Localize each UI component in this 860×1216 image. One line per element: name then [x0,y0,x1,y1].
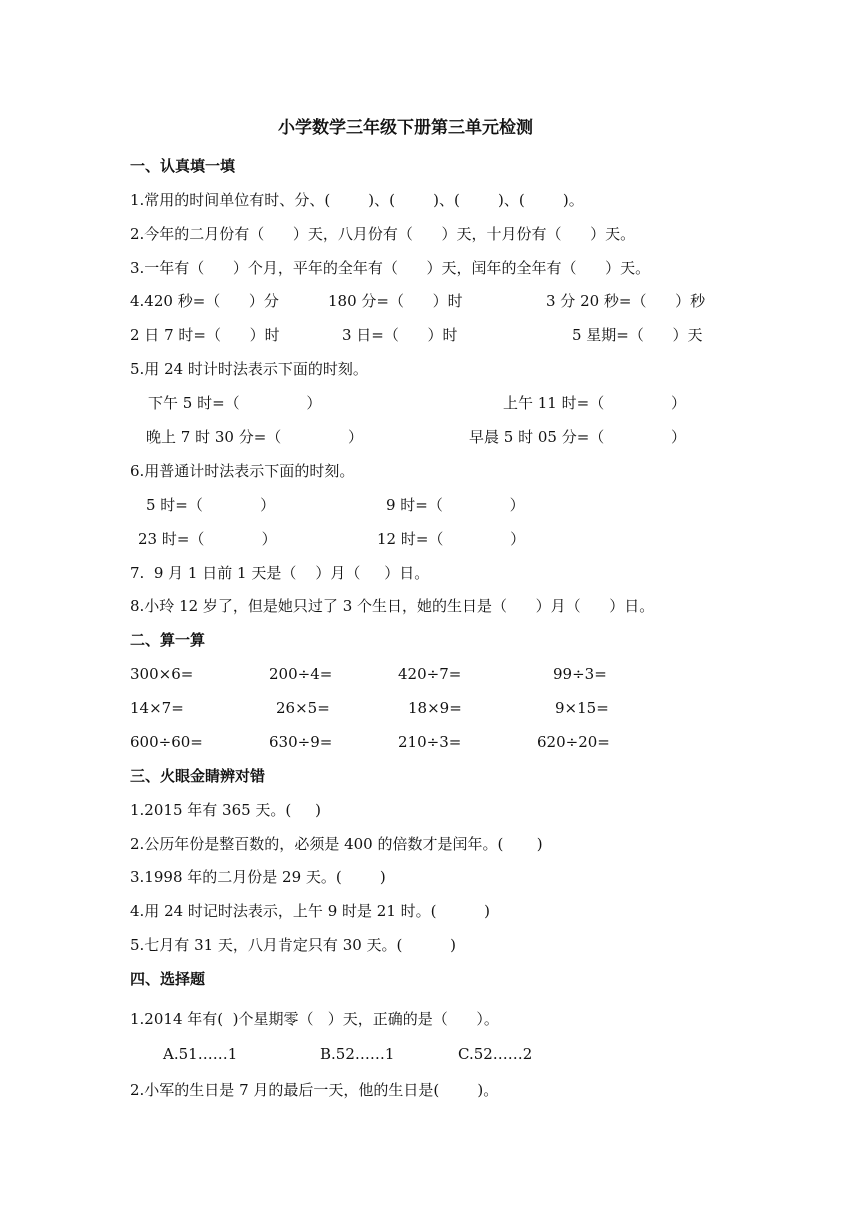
question-1-5-a: 下午 5 时=（ ） [148,394,322,412]
question-1-5-c: 晚上 7 时 30 分=（ ） [146,428,364,446]
question-1-4-d: 2 日 7 时=（ ）时 [130,326,280,344]
question-1-5-d: 早晨 5 时 05 分=（ ） [469,428,687,446]
question-1-4-c: 3 分 20 秒=（ ）秒 [546,292,706,310]
question-1-4-f: 5 星期=（ ）天 [572,326,703,344]
question-1-6-d: 12 时=（ ） [377,530,526,548]
true-false-item: 4.用 24 时记时法表示，上午 9 时是 21 时。( ) [130,902,491,920]
question-1-4-a: 4.420 秒=（ ）分 [130,292,279,310]
true-false-item: 1.2015 年有 365 天。( ) [130,801,321,819]
choice-option-a: A.51……1 [163,1045,238,1063]
section-heading-true-false: 三、火眼金睛辨对错 [130,767,266,785]
question-1-8: 8.小玲 12 岁了，但是她只过了 3 个生日，她的生日是（ ）月（ ）日。 [130,597,655,615]
question-1-5-stem: 5.用 24 时计时法表示下面的时刻。 [130,360,368,378]
question-1-3: 3.一年有（ ）个月，平年的全年有（ ）天，闰年的全年有（ ）天。 [130,259,651,277]
question-1-6-stem: 6.用普通计时法表示下面的时刻。 [130,462,355,480]
question-1-6-c: 23 时=（ ） [138,530,277,548]
calc-item: 26×5= [276,699,330,717]
true-false-item: 3.1998 年的二月份是 29 天。( ) [130,868,386,886]
section-heading-calculate: 二、算一算 [130,631,206,649]
calc-item: 99÷3= [553,665,607,683]
calc-item: 600÷60= [130,733,203,751]
choice-question-2: 2.小军的生日是 7 月的最后一天，他的生日是( )。 [130,1081,499,1099]
section-heading-fill-blanks: 一、认真填一填 [130,157,236,175]
calc-item: 420÷7= [398,665,462,683]
question-1-4-b: 180 分=（ ）时 [328,292,463,310]
question-1-6-b: 9 时=（ ） [386,496,525,514]
calc-item: 14×7= [130,699,184,717]
question-1-2: 2.今年的二月份有（ ）天，八月份有（ ）天，十月份有（ ）天。 [130,225,636,243]
choice-option-b: B.52……1 [320,1045,395,1063]
true-false-item: 5.七月有 31 天，八月肯定只有 30 天。( ) [130,936,456,954]
question-1-7: 7. 9 月 1 日前 1 天是（ ）月（ ）日。 [130,564,430,582]
question-1-5-b: 上午 11 时=（ ） [503,394,686,412]
calc-item: 9×15= [555,699,609,717]
question-1-1: 1.常用的时间单位有时、分、( )、( )、( )、( )。 [130,191,584,209]
question-1-4-e: 3 日=（ ）时 [342,326,458,344]
choice-option-c: C.52……2 [458,1045,533,1063]
calc-item: 620÷20= [537,733,610,751]
question-1-6-a: 5 时=（ ） [146,496,276,514]
calc-item: 18×9= [408,699,462,717]
calc-item: 300×6= [130,665,194,683]
calc-item: 210÷3= [398,733,462,751]
calc-item: 200÷4= [269,665,333,683]
page-title: 小学数学三年级下册第三单元检测 [278,118,533,138]
choice-question-1: 1.2014 年有( )个星期零（ ）天，正确的是（ ）。 [130,1010,499,1028]
section-heading-multiple-choice: 四、选择题 [130,970,206,988]
true-false-item: 2.公历年份是整百数的，必须是 400 的倍数才是闰年。( ) [130,835,543,853]
calc-item: 630÷9= [269,733,333,751]
